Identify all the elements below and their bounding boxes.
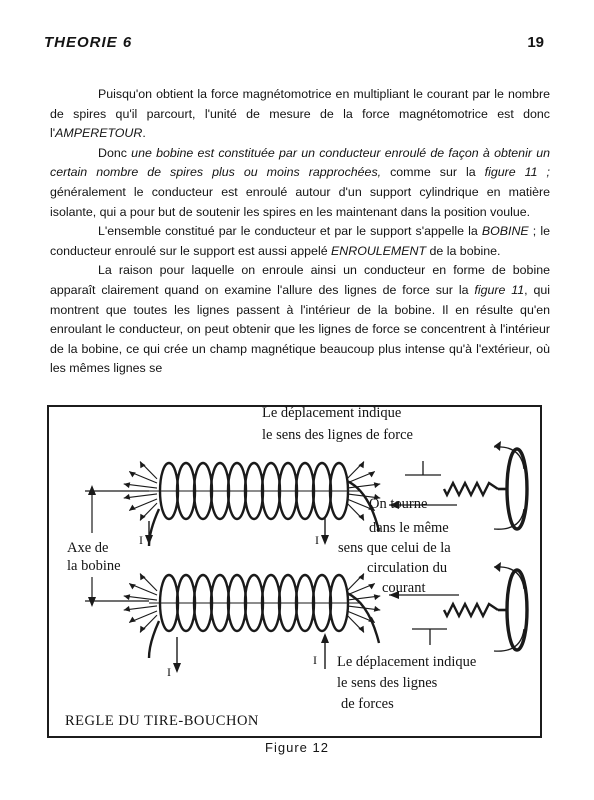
current-arrow-icon bbox=[173, 663, 181, 673]
upper-coil-drawing bbox=[149, 463, 379, 546]
label-bottom-line-2: le sens des lignes bbox=[337, 675, 438, 691]
running-title: THEORIE 6 bbox=[44, 34, 133, 51]
label-rotation-line-3: sens que celui de la bbox=[338, 540, 451, 556]
field-arrow-icon bbox=[140, 514, 146, 521]
text-run: . bbox=[142, 126, 146, 141]
text-run: L'ensemble constitué par le conducteur et par le support s'appelle la bbox=[98, 224, 482, 239]
text-run: généralement le conducteur est enroulé autour d'un support cylindrique en matière isolante, qui a pour but de soutenir les spires en les maintenant dans la position voulue. bbox=[50, 184, 550, 219]
text-run: , qui montrent que toutes les lignes passent à l'intérieur de la bobine. Il en résulte qu'en enroulant le conducteur, on peut obtenir que les lignes de force se concentrent à l'intérieur de la bobine, ce qui crée un champ magnétique beaucoup plus intense qu'à l'extérieur, où les mêmes lignes se bbox=[50, 282, 550, 376]
field-arrow-icon bbox=[374, 594, 380, 600]
label-top-line-1: Le déplacement indique bbox=[262, 405, 402, 421]
field-arrow-icon bbox=[140, 626, 146, 633]
field-arrow-icon bbox=[358, 462, 364, 469]
coil-lead bbox=[149, 621, 159, 658]
field-arrow-icon bbox=[358, 626, 364, 633]
corkscrew-top-icon bbox=[444, 441, 527, 529]
italic-run: AMPERETOUR bbox=[55, 126, 143, 141]
current-arrow-icon bbox=[321, 535, 329, 545]
italic-run: figure 11 bbox=[474, 282, 525, 297]
corkscrew-rule-figure bbox=[47, 405, 542, 738]
label-top-line-2: le sens des lignes de force bbox=[262, 427, 413, 443]
text-run: de la bobine. bbox=[426, 243, 501, 258]
italic-run: figure 11 ; bbox=[484, 165, 550, 180]
label-rotation-line-2: dans le même bbox=[369, 520, 449, 536]
paragraph-2 bbox=[50, 144, 550, 222]
paragraph-3 bbox=[50, 222, 550, 261]
field-arrow-icon bbox=[368, 583, 375, 589]
field-arrow-icon bbox=[124, 594, 130, 600]
label-rotation-line-4: circulation du bbox=[367, 560, 448, 576]
page-number: 19 bbox=[527, 34, 544, 51]
field-arrow-icon bbox=[129, 471, 136, 477]
label-rotation-line-1: On tourne bbox=[369, 496, 428, 512]
current-arrow-icon bbox=[145, 535, 153, 545]
body-text bbox=[50, 85, 550, 379]
text-run: Puisqu'on obtient la force magnétomotrice en multipliant le courant par le nombre de spires qu'il parcourt, l'unité de mesure de la force magnétomotrice est donc l' bbox=[50, 87, 550, 141]
figure-title: REGLE DU TIRE-BOUCHON bbox=[65, 713, 259, 729]
lower-coil-drawing bbox=[149, 575, 379, 658]
italic-run: une bobine est constituée par un conducteur enroulé de façon à obtenir un certain nombre de spires plus ou moins rapprochées, bbox=[50, 145, 550, 180]
text-run: comme sur la bbox=[381, 165, 485, 180]
paragraph-1 bbox=[50, 85, 550, 144]
figure-caption: Figure 12 bbox=[265, 740, 329, 755]
field-arrow-icon bbox=[358, 514, 364, 521]
text-run: ; le conducteur enroulé sur le support est aussi appelé bbox=[50, 224, 550, 258]
field-arrow-icon bbox=[129, 617, 136, 623]
field-arrow-icon bbox=[358, 574, 364, 581]
current-symbol: I bbox=[139, 533, 143, 547]
label-axis-line-2: la bobine bbox=[67, 558, 121, 574]
label-bottom-line-3: de forces bbox=[341, 696, 394, 712]
label-bottom-line-1: Le déplacement indique bbox=[337, 654, 477, 670]
field-arrow-icon bbox=[124, 482, 130, 488]
current-symbol: I bbox=[315, 533, 319, 547]
field-arrow-icon bbox=[374, 482, 380, 488]
field-arrow-icon bbox=[374, 606, 380, 612]
field-arrow-icon bbox=[368, 471, 375, 477]
axis-arrow-up-icon bbox=[88, 485, 96, 495]
corkscrew-bottom-icon bbox=[444, 562, 527, 651]
field-arrow-icon bbox=[129, 505, 136, 511]
text-run: Donc bbox=[98, 145, 132, 160]
current-symbol: I bbox=[167, 665, 171, 679]
current-arrow-icon bbox=[321, 633, 329, 643]
label-rotation-line-5: courant bbox=[382, 580, 426, 596]
text-run: La raison pour laquelle on enroule ainsi un conducteur en forme de bobine apparaît clairement quand on examine l'allure des lignes de force sur la bbox=[50, 263, 550, 297]
current-symbol: I bbox=[313, 653, 317, 667]
field-arrow-icon bbox=[140, 462, 146, 469]
coil-diagram-drawing bbox=[49, 407, 540, 736]
axis-arrow-down-icon bbox=[88, 597, 96, 607]
label-axis-line-1: Axe de bbox=[67, 540, 109, 556]
italic-run: BOBINE bbox=[481, 224, 529, 239]
paragraph-4 bbox=[50, 261, 550, 379]
field-arrow-icon bbox=[140, 574, 146, 581]
field-arrow-icon bbox=[124, 494, 130, 500]
field-arrow-icon bbox=[124, 606, 130, 612]
field-arrow-icon bbox=[129, 583, 136, 589]
italic-run: ENROULEMENT bbox=[331, 243, 427, 258]
